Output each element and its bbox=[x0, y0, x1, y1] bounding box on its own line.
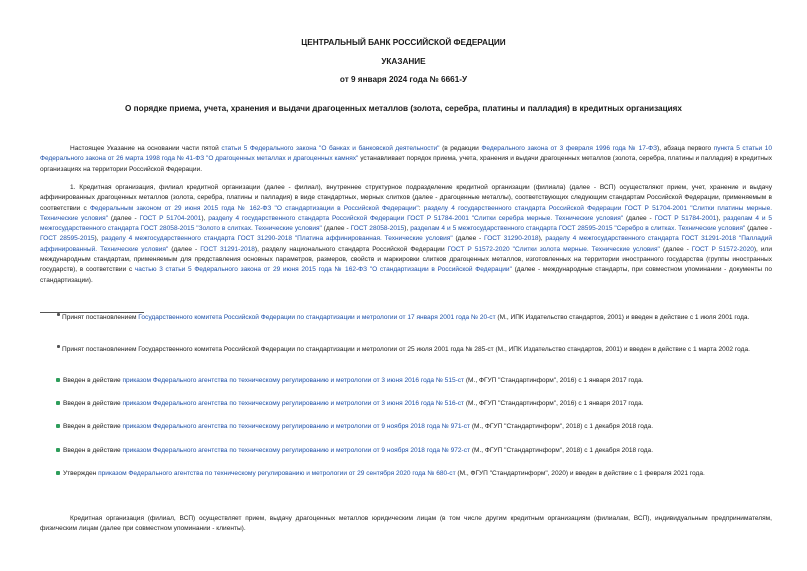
footnote-4 bbox=[40, 399, 772, 409]
paragraph-text: (М., ФГУП "Стандартинформ", 2020) и введен в действие с 1 февраля 2021 года. bbox=[455, 470, 705, 477]
paragraph-text: (далее - bbox=[623, 214, 655, 222]
reference-link[interactable]: приказом Федерального агентства по техническому регулированию и метрологии от 9 ноября 2018 года № 971-ст bbox=[122, 423, 470, 430]
footnote-bullet-icon bbox=[56, 424, 60, 428]
paragraph-text: (М., ФГУП "Стандартинформ", 2016) с 1 января 2017 года. bbox=[464, 377, 644, 384]
document-heading: О порядке приема, учета, хранения и выдачи драгоценных металлов (золота, серебра, платины и палладия) в кредитных организациях bbox=[125, 104, 682, 113]
paragraph-text: Утвержден bbox=[63, 470, 99, 477]
reference-link[interactable]: Федеральным законом от 29 июня 2015 года № 162-ФЗ "О стандартизации в Российской Федерации" bbox=[89, 204, 419, 212]
footnote-7 bbox=[40, 469, 772, 479]
paragraph-text: (М., ИПК Издательство стандартов, 2001) и введен в действие с 1 июля 2001 года. bbox=[495, 314, 750, 322]
reference-link[interactable]: ГОСТ Р 51784-2001 bbox=[654, 214, 717, 222]
paragraph-text: ), разделу национального стандарта Российской Федерации bbox=[254, 245, 448, 253]
reference-link[interactable]: разделам 4 и 5 межгосударственного стандарта ГОСТ 28595-2015 "Серебро в слитках. Технические условия" bbox=[410, 225, 746, 233]
reference-link[interactable]: ГОСТ 31290-2018 bbox=[484, 235, 539, 243]
footnote-5 bbox=[40, 422, 772, 432]
reference-link[interactable]: ГОСТ 31291-2018 bbox=[200, 245, 255, 253]
paragraph-text: (далее - bbox=[659, 245, 692, 253]
footnote-1 bbox=[40, 313, 772, 323]
paragraph-text: Кредитная организация (филиал, ВСП) осуществляет прием, выдачу драгоценных металлов юридическим лицам (в том числе другим кредитным организациям (филиалам, ВСП), индивидуальным предпринимателям, физическим лицам (далее при совместном упоминании - клиенты). bbox=[40, 515, 772, 533]
reference-link[interactable]: разделу 4 государственного стандарта Российской Федерации ГОСТ Р 51784-2001 "Слитки серебра мерные. Технические условия" bbox=[208, 214, 624, 222]
paragraph-text: Настоящее Указание на основании части пятой bbox=[70, 145, 222, 152]
reference-link[interactable]: Федерального закона от 3 февраля 1996 года № 17-ФЗ bbox=[481, 145, 658, 152]
paragraph-text: ), bbox=[538, 235, 546, 243]
issuer-title: ЦЕНТРАЛЬНЫЙ БАНК РОССИЙСКОЙ ФЕДЕРАЦИИ bbox=[301, 38, 506, 47]
footnote-bullet-icon bbox=[56, 448, 60, 452]
footnote-bullet-icon bbox=[56, 401, 60, 405]
reference-link[interactable]: разделу 4 государственного стандарта Российской Федерации ГОСТ Р 51704-2001 "Слитки платины мерные. Технические условия" bbox=[40, 204, 773, 222]
paragraph-text: (М., ФГУП "Стандартинформ", 2016) с 1 января 2017 года. bbox=[464, 400, 644, 407]
paragraph-text: ), bbox=[94, 235, 102, 243]
reference-link[interactable]: разделам 4 и 5 межгосударственного стандарта ГОСТ 28058-2015 "Золото в слитках. Технические условия" bbox=[40, 214, 773, 233]
footnote-3 bbox=[40, 376, 772, 386]
closing-paragraph bbox=[40, 514, 772, 535]
paragraph-text: : bbox=[418, 204, 424, 212]
footnote-marker bbox=[57, 313, 60, 316]
paragraph-text: (далее - bbox=[321, 225, 351, 233]
paragraph-text: (далее - bbox=[745, 225, 772, 233]
reference-link[interactable]: приказом Федерального агентства по техническому регулированию и метрологии от 3 июня 2016 года № 516-ст bbox=[122, 400, 465, 407]
paragraph-text: (далее - bbox=[108, 214, 140, 222]
paragraph-text: ), абзаца первого bbox=[657, 145, 714, 152]
reference-link[interactable]: ГОСТ 28058-2015 bbox=[350, 225, 405, 233]
paragraph-text: (далее - международные стандарты, при совместном упоминании - документы по стандартизации). bbox=[40, 266, 772, 284]
paragraph-text: Введен в действие bbox=[63, 447, 123, 454]
paragraph-text: (М., ФГУП "Стандартинформ", 2018) с 1 декабря 2018 года. bbox=[470, 447, 654, 454]
reference-link[interactable]: пункта 5 статьи 10 Федерального закона от 26 марта 1998 года № 41-ФЗ "О драгоценных металлах и драгоценных камнях" bbox=[40, 145, 772, 163]
paragraph-text: Принят постановлением Государственного комитета Российской Федерации по стандартизации и метрологии от 25 июля 2001 года № 285-ст (М., ИПК Издательство стандартов, 2001) и введен в действие с 1 марта 2002 года. bbox=[62, 346, 750, 354]
reference-link[interactable]: частью 3 статьи 5 Федерального закона от 29 июня 2015 года № 162-ФЗ "О стандартизации в Российской Федерации" bbox=[134, 266, 512, 274]
footnote-marker bbox=[57, 345, 60, 348]
document-type: УКАЗАНИЕ bbox=[381, 57, 426, 66]
reference-link[interactable]: приказом Федерального агентства по техническому регулированию и метрологии от 3 июня 2016 года № 515-ст bbox=[122, 377, 465, 384]
paragraph-text: Принят постановлением bbox=[62, 314, 139, 322]
footnote-2 bbox=[40, 345, 772, 355]
reference-link[interactable]: статьи 5 Федерального закона "О банках и банковской деятельности" bbox=[221, 145, 440, 152]
paragraph-text: ), bbox=[201, 214, 209, 222]
footnote-bullet-icon bbox=[56, 471, 60, 475]
paragraph-text: 1. Кредитная организация, филиал кредитной организации (далее - филиал), внутреннее структурное подразделение кредитной организации (филиала) (далее - ВСП) осуществляют прием, учет, хранение и выдачу аффинированных драгоценных металлов (золота, серебра, платины и палладия) в виде стандартных, мерных слитков (далее - драгоценные металлы), соответствующих следующим стандартам Российской Федерации, применяемым в соответствии с bbox=[40, 184, 772, 212]
paragraph-text: (М., ФГУП "Стандартинформ", 2018) с 1 декабря 2018 года. bbox=[470, 423, 654, 430]
reference-link[interactable]: приказом Федерального агентства по техническому регулированию и метрологии от 9 ноября 2018 года № 972-ст bbox=[122, 447, 470, 454]
reference-link[interactable]: Государственного комитета Российской Федерации по стандартизации и метрологии от 17 января 2001 года № 20-ст bbox=[138, 314, 496, 322]
document-date-number: от 9 января 2024 года № 6661-У bbox=[339, 75, 468, 84]
paragraph-text: устанавливает порядок приема, учета, хранения и выдачи драгоценных металлов (золота, серебра, платины и палладия) в кредитных организациях на территории Российской Федерации. bbox=[40, 155, 772, 173]
reference-link[interactable]: разделу 4 межгосударственного стандарта ГОСТ 31291-2018 "Палладий аффинированный. Технические условия" bbox=[40, 235, 772, 253]
intro-paragraph bbox=[40, 144, 772, 175]
paragraph-text: ), bbox=[404, 225, 411, 233]
paragraph-text: ), или международным стандартам, применяемым для представления основных параметров, размеров, свойств и маркировки слитков драгоценных металлов, изготовленных на территории иностранного государства (группы иностранных государств), в соответствии с bbox=[40, 245, 772, 274]
paragraph-text: (в редакции bbox=[439, 145, 482, 152]
paragraph-text: (далее - bbox=[452, 235, 485, 243]
paragraph-text: Введен в действие bbox=[63, 400, 123, 407]
footnote-bullet-icon bbox=[56, 378, 60, 382]
reference-link[interactable]: ГОСТ 28595-2015 bbox=[40, 235, 95, 243]
footnote-6 bbox=[40, 446, 772, 456]
paragraph-text: Введен в действие bbox=[63, 377, 123, 384]
reference-link[interactable]: ГОСТ Р 51704-2001 bbox=[139, 214, 202, 222]
paragraph-text: Введен в действие bbox=[63, 423, 123, 430]
reference-link[interactable]: разделу 4 межгосударственного стандарта ГОСТ 31290-2018 "Платина аффинированная. Технические условия" bbox=[101, 235, 453, 243]
reference-link[interactable]: ГОСТ Р 51572-2020 bbox=[691, 245, 754, 253]
paragraph-text: (далее - bbox=[168, 245, 201, 253]
reference-link[interactable]: ГОСТ Р 51572-2020 "Слитки золота мерные. Технические условия" bbox=[447, 245, 660, 253]
item-1-paragraph bbox=[40, 183, 772, 286]
paragraph-text: ), bbox=[716, 214, 724, 222]
reference-link[interactable]: приказом Федерального агентства по техническому регулированию и метрологии от 29 сентября 2020 года № 680-ст bbox=[98, 470, 456, 477]
